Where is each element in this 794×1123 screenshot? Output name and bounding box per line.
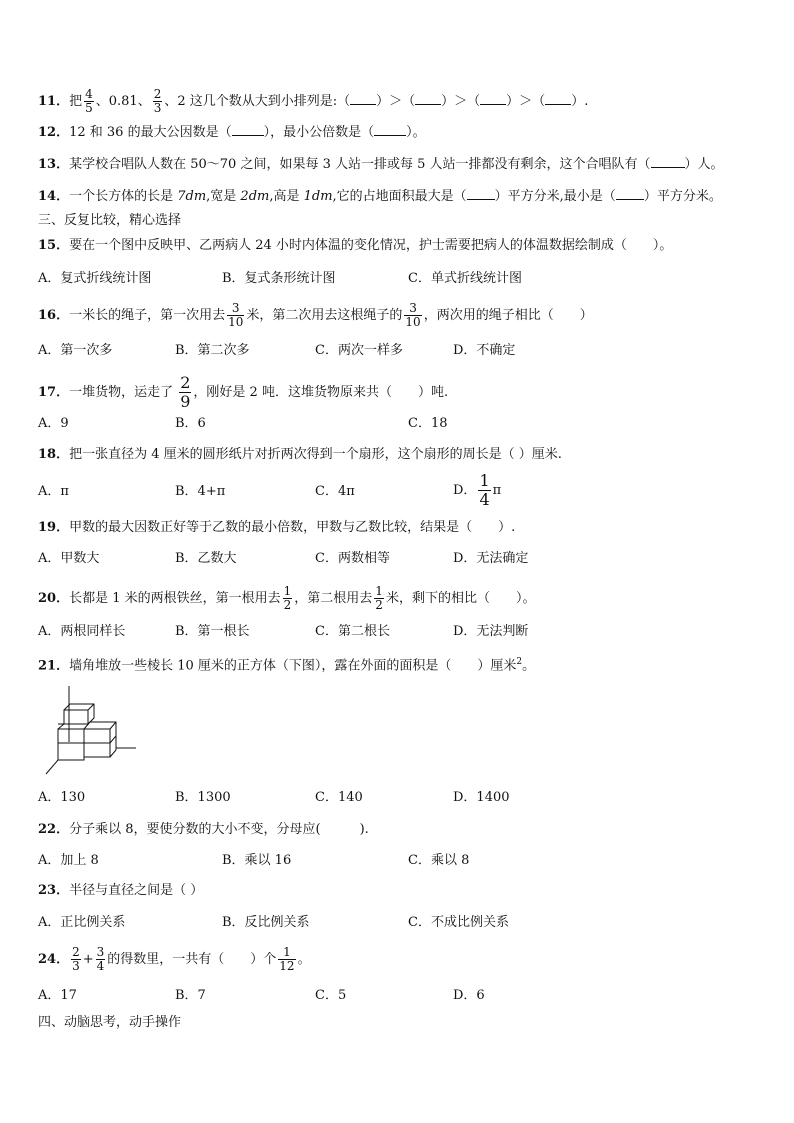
option-c[interactable]: C．不成比例关系 xyxy=(408,915,509,930)
fraction: $\frac{1}{2}$ xyxy=(283,584,292,612)
answer-blank[interactable] xyxy=(545,92,571,105)
question-22: 22．分子乘以 8，要使分数的大小不变，分母应( ). xyxy=(38,822,369,837)
section-heading-3: 三、反复比较，精心选择 xyxy=(38,213,182,228)
fraction: $\frac{1}{12}$ xyxy=(279,945,295,973)
answer-blank[interactable] xyxy=(232,123,264,136)
question-19: 19．甲数的最大因数正好等于乙数的最小倍数，甲数与乙数比较，结果是（ ）. xyxy=(38,520,516,535)
option-b[interactable]: B．4+π xyxy=(175,484,226,499)
fraction: $\frac{3}{10}$ xyxy=(228,301,244,329)
option-c[interactable]: C．5 xyxy=(315,988,347,1003)
option-b[interactable]: B．乘以 16 xyxy=(222,853,292,868)
option-d[interactable]: D． $\frac{1}{4}$ π xyxy=(453,471,502,509)
section-heading-4: 四、动脑思考，动手操作 xyxy=(38,1015,182,1030)
question-11: 11．把 $\frac{4}{5}$ 、0.81、 $\frac{2}{3}$ 、2 这几个数从大到小排列是:（ ）＞（ ）＞（ ）＞（ ）. xyxy=(38,87,589,115)
answer-blank[interactable] xyxy=(616,187,644,200)
question-16: 16．一米长的绳子，第一次用去 $\frac{3}{10}$ 米，第二次用去这根绳子的 $\frac{3}{10}$ ，两次用的绳子相比（ ） xyxy=(38,301,593,329)
option-a[interactable]: A．第一次多 xyxy=(38,343,113,358)
option-d[interactable]: D．1400 xyxy=(453,790,510,805)
question-21: 21．墙角堆放一些棱长 10 厘米的正方体（下图），露在外面的面积是（ ）厘米$^2$。 xyxy=(38,657,536,674)
option-a[interactable]: A．9 xyxy=(38,416,69,431)
fraction: $\frac{2}{9}$ xyxy=(180,373,191,411)
option-d[interactable]: D．不确定 xyxy=(453,343,516,358)
fraction: $\frac{2}{3}$ xyxy=(72,945,80,973)
option-a[interactable]: A．复式折线统计图 xyxy=(38,271,152,286)
question-23: 23．半径与直径之间是（ ） xyxy=(38,883,204,898)
option-b[interactable]: B．反比例关系 xyxy=(222,915,310,930)
option-c[interactable]: C．两次一样多 xyxy=(315,343,403,358)
option-a[interactable]: A．130 xyxy=(38,790,86,805)
option-c[interactable]: C．第二根长 xyxy=(315,624,390,639)
question-24: 24． $\frac{2}{3}$ + $\frac{3}{4}$ 的得数里，一共有（ ）个 $\frac{1}{12}$ 。 xyxy=(38,945,311,973)
option-b[interactable]: B．1300 xyxy=(175,790,231,805)
question-13: 13．某学校合唱队人数在 50～70 之间，如果每 3 人站一排或每 5 人站一排都没有剩余，这个合唱队有（ ）人。 xyxy=(38,157,724,172)
fraction: $\frac{2}{3}$ xyxy=(153,87,162,115)
option-d[interactable]: D．无法判断 xyxy=(453,624,529,639)
option-a[interactable]: A．甲数大 xyxy=(38,551,100,566)
option-b[interactable]: B．第一根长 xyxy=(175,624,250,639)
fraction: $\frac{1}{2}$ xyxy=(375,584,383,612)
option-c[interactable]: C．140 xyxy=(315,790,363,805)
option-a[interactable]: A．π xyxy=(38,484,69,499)
question-14: 14．一个长方体的长是 7dm,宽是 2dm,高是 1dm,它的占地面积最大是（ ）平方分米,最小是（ ）平方分米。 xyxy=(38,189,722,204)
question-12: 12．12 和 36 的最大公因数是（ ），最小公倍数是（ ）。 xyxy=(38,125,426,140)
question-20: 20．长都是 1 米的两根铁丝，第一根用去 $\frac{1}{2}$ ，第二根用去 $\frac{1}{2}$ 米，剩下的相比（ ）。 xyxy=(38,584,536,612)
option-b[interactable]: B．复式条形统计图 xyxy=(222,271,336,286)
question-18: 18．把一张直径为 4 厘米的圆形纸片对折两次得到一个扇形，这个扇形的周长是（ ）厘米. xyxy=(38,447,562,462)
fraction: $\frac{3}{4}$ xyxy=(96,945,105,973)
fraction: $\frac{3}{10}$ xyxy=(405,301,421,329)
option-c[interactable]: C．18 xyxy=(408,416,448,431)
answer-blank[interactable] xyxy=(415,92,441,105)
answer-blank[interactable] xyxy=(374,123,406,136)
option-b[interactable]: B．7 xyxy=(175,988,206,1003)
question-17: 17．一堆货物，运走了 $\frac{2}{9}$ ，刚好是 2 吨．这堆货物原来共（ ）吨. xyxy=(38,373,449,411)
option-b[interactable]: B．乙数大 xyxy=(175,551,237,566)
option-b[interactable]: B．第二次多 xyxy=(175,343,250,358)
option-b[interactable]: B．6 xyxy=(175,416,206,431)
fraction: $\frac{1}{4}$ xyxy=(479,471,490,509)
answer-blank[interactable] xyxy=(480,92,506,105)
cube-stack-figure xyxy=(44,684,138,776)
answer-blank[interactable] xyxy=(467,187,495,200)
answer-blank[interactable] xyxy=(651,155,685,168)
option-c[interactable]: C．单式折线统计图 xyxy=(408,271,522,286)
question-15: 15．要在一个图中反映甲、乙两病人 24 小时内体温的变化情况，护士需要把病人的体温数据绘制成（ ）。 xyxy=(38,238,673,253)
option-a[interactable]: A．两根同样长 xyxy=(38,624,126,639)
fraction: $\frac{4}{5}$ xyxy=(85,87,93,115)
answer-blank[interactable] xyxy=(350,92,376,105)
option-d[interactable]: D．6 xyxy=(453,988,485,1003)
option-c[interactable]: C．乘以 8 xyxy=(408,853,470,868)
option-a[interactable]: A．正比例关系 xyxy=(38,915,126,930)
option-c[interactable]: C．两数相等 xyxy=(315,551,390,566)
option-c[interactable]: C．4π xyxy=(315,484,355,499)
option-a[interactable]: A．17 xyxy=(38,988,77,1003)
option-a[interactable]: A．加上 8 xyxy=(38,853,99,868)
option-d[interactable]: D．无法确定 xyxy=(453,551,529,566)
